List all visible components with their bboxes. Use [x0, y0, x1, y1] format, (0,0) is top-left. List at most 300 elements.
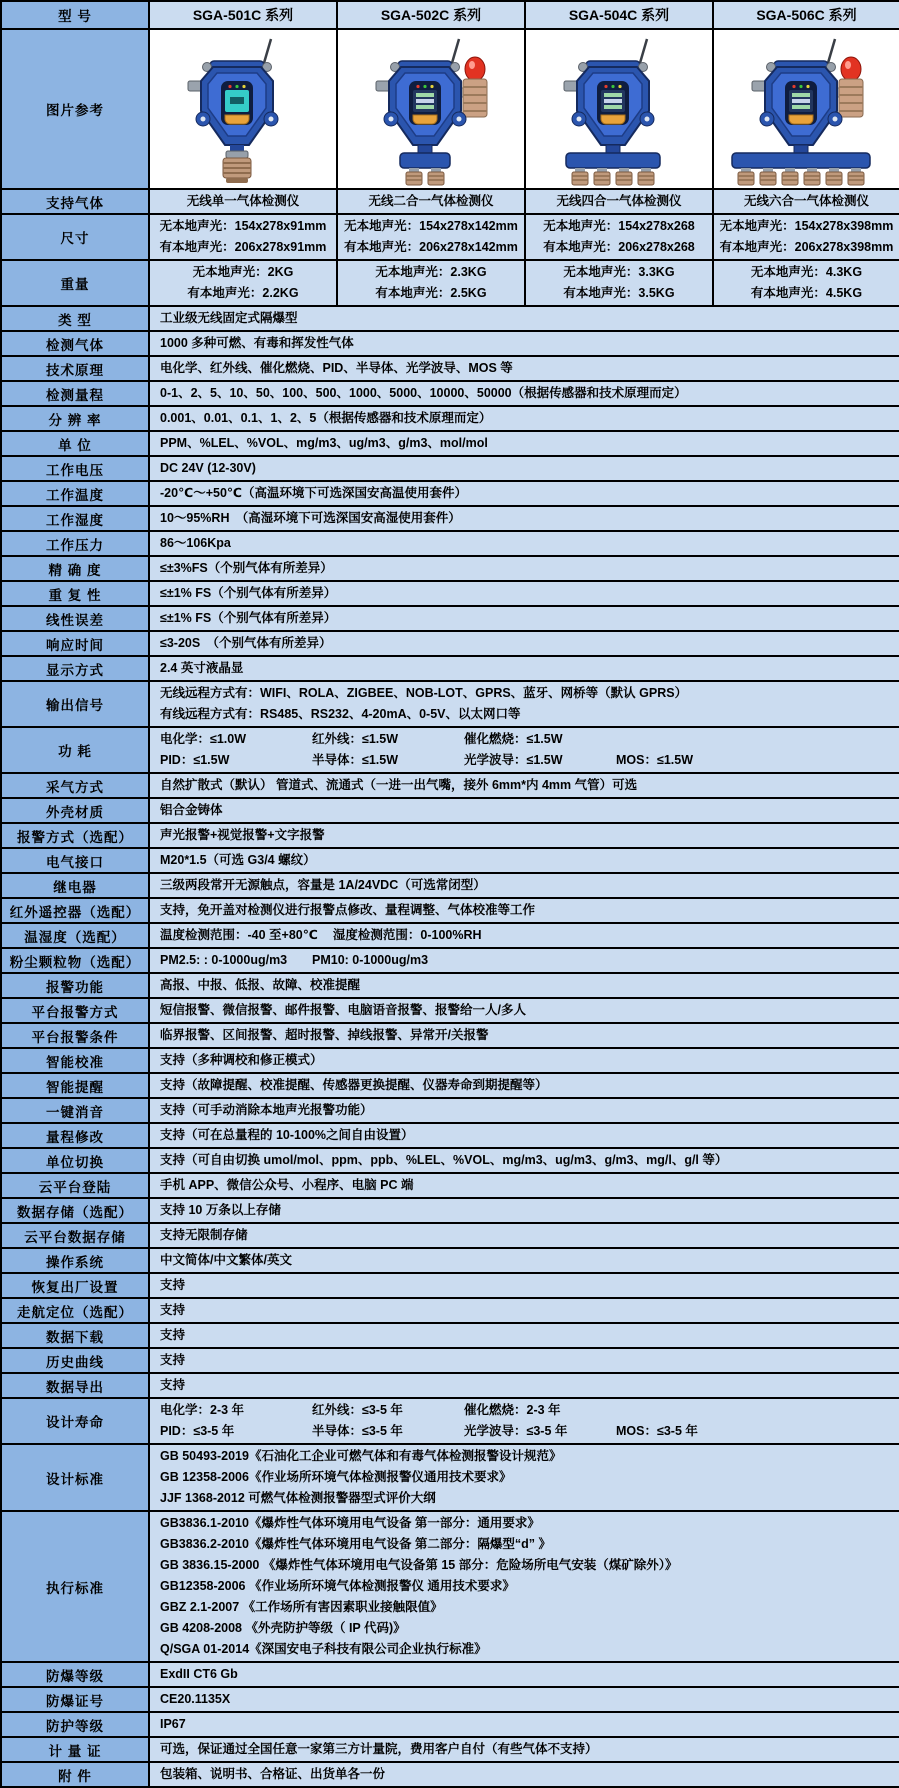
value-line [160, 1100, 895, 1121]
spec-row-25 [1, 898, 899, 923]
value-line: 无本地声光：154x278x268 [543, 219, 695, 233]
spec-row-17 [1, 656, 899, 681]
value-segment: 无线远程方式有：WIFI、ROLA、ZIGBEE、NOB-LOT、GPRS、蓝牙、网桥等（默认 GPRS） [160, 686, 688, 700]
value-line: 无线四合一气体检测仪 [556, 194, 682, 208]
value-segment: ≤3-20S （个别气体有所差异） [160, 636, 332, 650]
value-cell [149, 727, 899, 773]
value-segment: 催化燃烧：2-3 年 [464, 1403, 561, 1417]
value-line [160, 333, 895, 354]
column-header-sga-506c: SGA-506C 系列 [713, 1, 899, 29]
value-line [160, 683, 895, 704]
value-cell [149, 1023, 899, 1048]
value-cell [149, 606, 899, 631]
value-line [160, 1534, 895, 1555]
value-segment: 可选，保证通过全国任意一家第三方计量院，费用客户自付（有些气体不支持） [160, 1742, 598, 1756]
spec-table-body [1, 29, 899, 1787]
value-segment: 铝合金铸体 [160, 803, 223, 817]
value-cell [149, 898, 899, 923]
value-line [160, 1350, 895, 1371]
value-cell [149, 481, 899, 506]
row-label: 防护等级 [1, 1712, 149, 1737]
spec-row-34 [1, 1123, 899, 1148]
value-segment: 半导体：≤1.5W [312, 753, 399, 767]
value-cell [149, 1148, 899, 1173]
gas-detector-2-heads-beacon-icon [338, 31, 524, 187]
value-line [160, 1446, 895, 1467]
value-cell [337, 189, 525, 214]
row-label: 分 辨 率 [1, 406, 149, 431]
spec-row-20 [1, 773, 899, 798]
value-cell [525, 260, 713, 306]
value-line [160, 633, 895, 654]
value-cell [713, 189, 899, 214]
spec-row-3 [1, 306, 899, 331]
value-line [160, 1421, 895, 1442]
model-header-row [1, 1, 899, 29]
value-segment: -20℃～+50℃（高温环境下可选深国安高温使用套件） [160, 486, 468, 500]
value-segment: JJF 1368-2012 可燃气体检测报警器型式评价大纲 [160, 1491, 436, 1505]
value-cell [149, 1248, 899, 1273]
spec-row-47 [1, 1511, 899, 1662]
value-cell [149, 1444, 899, 1511]
value-line [160, 800, 895, 821]
spec-row-35 [1, 1148, 899, 1173]
value-line [160, 925, 895, 946]
row-label: 精 确 度 [1, 556, 149, 581]
value-line [160, 1739, 895, 1760]
value-cell [149, 1737, 899, 1762]
row-label: 图片参考 [1, 29, 149, 189]
value-segment: 电化学、红外线、催化燃烧、PID、半导体、光学波导、MOS 等 [160, 361, 513, 375]
value-line [160, 508, 895, 529]
value-line: 无本地声光：4.3KG [750, 265, 863, 279]
row-label: 技术原理 [1, 356, 149, 381]
row-label: 智能提醒 [1, 1073, 149, 1098]
value-segment: 支持 10 万条以上存储 [160, 1203, 281, 1217]
value-segment: CE20.1135X [160, 1692, 231, 1706]
value-segment: 0.001、0.01、0.1、1、2、5（根据传感器和技术原理而定） [160, 411, 492, 425]
column-header-sga-501c: SGA-501C 系列 [149, 1, 337, 29]
row-label: 云平台数据存储 [1, 1223, 149, 1248]
value-cell [337, 260, 525, 306]
value-segment: 红外线：≤1.5W [312, 732, 399, 746]
value-cell [149, 456, 899, 481]
spec-row-39 [1, 1248, 899, 1273]
value-cell [149, 873, 899, 898]
value-line [160, 1175, 895, 1196]
row-label: 历史曲线 [1, 1348, 149, 1373]
value-line: 无本地声光：154x278x142mm [344, 219, 518, 233]
value-line: 有本地声光：206x278x268 [543, 240, 695, 254]
row-label: 粉尘颗粒物（选配） [1, 948, 149, 973]
value-line [160, 1025, 895, 1046]
spec-row-32 [1, 1073, 899, 1098]
row-label: 继电器 [1, 873, 149, 898]
value-cell [149, 848, 899, 873]
value-line [160, 458, 895, 479]
value-line [160, 383, 895, 404]
spec-row-7 [1, 406, 899, 431]
row-label: 支持气体 [1, 189, 149, 214]
value-line [160, 950, 895, 971]
spec-row-9 [1, 456, 899, 481]
value-segment: 光学波导：≤1.5W [464, 753, 563, 767]
value-cell [525, 214, 713, 260]
spec-row-0 [1, 189, 899, 214]
row-label: 单 位 [1, 431, 149, 456]
spec-row-11 [1, 506, 899, 531]
product-image-cell-1 [337, 29, 525, 189]
row-label: 量程修改 [1, 1123, 149, 1148]
spec-row-15 [1, 606, 899, 631]
value-line: 有本地声光：3.5KG [563, 286, 675, 300]
value-cell [149, 1348, 899, 1373]
value-line: 无本地声光：154x278x398mm [719, 219, 894, 233]
spec-row-29 [1, 998, 899, 1023]
value-cell [149, 1762, 899, 1787]
value-segment: PID：≤1.5W [160, 753, 230, 767]
value-cell [149, 1223, 899, 1248]
row-label: 检测量程 [1, 381, 149, 406]
value-line [160, 1597, 895, 1618]
model-header-label: 型 号 [1, 1, 149, 29]
spec-row-40 [1, 1273, 899, 1298]
value-line [160, 850, 895, 871]
value-line [160, 1200, 895, 1221]
value-cell [149, 1687, 899, 1712]
value-cell [337, 214, 525, 260]
spec-row-38 [1, 1223, 899, 1248]
value-segment: 支持 [160, 1303, 186, 1317]
value-line: 无本地声光：154x278x91mm [159, 219, 327, 233]
value-line: 有本地声光：206x278x142mm [344, 240, 518, 254]
value-cell [149, 1048, 899, 1073]
value-line: 无线单一气体检测仪 [186, 194, 300, 208]
value-cell [149, 189, 337, 214]
value-line: 无线六合一气体检测仪 [743, 194, 869, 208]
row-label: 执行标准 [1, 1511, 149, 1662]
product-image-cell-2 [525, 29, 713, 189]
row-label: 工作温度 [1, 481, 149, 506]
value-segment: ≤±1% FS（个别气体有所差异） [160, 586, 337, 600]
spec-row-8 [1, 431, 899, 456]
spec-row-31 [1, 1048, 899, 1073]
value-segment: 三级两段常开无源触点，容量是 1A/24VDC（可选常闭型） [160, 878, 486, 892]
value-line [160, 875, 895, 896]
row-label: 平台报警方式 [1, 998, 149, 1023]
row-label: 电气接口 [1, 848, 149, 873]
spec-row-14 [1, 581, 899, 606]
value-segment: 高报、中报、低报、故障、校准提醒 [160, 978, 361, 992]
value-line [160, 358, 895, 379]
value-cell [149, 506, 899, 531]
value-segment: 湿度检测范围：0-100%RH [332, 928, 482, 942]
gas-detector-4-heads-icon [526, 31, 712, 187]
value-line [160, 1400, 895, 1421]
value-segment: GB 12358-2006《作业场所环境气体检测报警仪通用技术要求》 [160, 1470, 512, 1484]
value-line [160, 483, 895, 504]
value-line [160, 1664, 895, 1685]
value-segment: 手机 APP、微信公众号、小程序、电脑 PC 端 [160, 1178, 414, 1192]
row-label: 智能校准 [1, 1048, 149, 1073]
row-label: 单位切换 [1, 1148, 149, 1173]
row-label: 红外遥控器（选配） [1, 898, 149, 923]
value-cell [149, 1511, 899, 1662]
value-cell [149, 823, 899, 848]
value-line [160, 533, 895, 554]
row-label: 防爆证号 [1, 1687, 149, 1712]
value-segment: 短信报警、微信报警、邮件报警、电脑语音报警、报警给一人/多人 [160, 1003, 526, 1017]
spec-row-37 [1, 1198, 899, 1223]
value-line: 无线二合一气体检测仪 [368, 194, 494, 208]
value-line [160, 1689, 895, 1710]
value-segment: ExdII CT6 Gb [160, 1667, 238, 1681]
value-line [160, 1225, 895, 1246]
row-label: 防爆等级 [1, 1662, 149, 1687]
value-segment: GB 4208-2008 《外壳防护等级（ IP 代码)》 [160, 1621, 406, 1635]
value-segment: 支持，免开盖对检测仪进行报警点修改、量程调整、气体校准等工作 [160, 903, 536, 917]
row-label: 数据下载 [1, 1323, 149, 1348]
value-line [160, 658, 895, 679]
row-label: 平台报警条件 [1, 1023, 149, 1048]
spec-row-27 [1, 948, 899, 973]
spec-row-26 [1, 923, 899, 948]
value-segment: GB 50493-2019《石油化工企业可燃气体和有毒气体检测报警设计规范》 [160, 1449, 562, 1463]
row-label: 温湿度（选配） [1, 923, 149, 948]
value-line [160, 1764, 895, 1785]
image-row [1, 29, 899, 189]
value-segment: GB12358-2006 《作业场所环境气体检测报警仪 通用技术要求》 [160, 1579, 515, 1593]
spec-row-19 [1, 727, 899, 773]
row-label: 重 复 性 [1, 581, 149, 606]
row-label: 数据导出 [1, 1373, 149, 1398]
value-cell [149, 1662, 899, 1687]
value-cell [149, 260, 337, 306]
value-cell [149, 1298, 899, 1323]
row-label: 采气方式 [1, 773, 149, 798]
spec-row-24 [1, 873, 899, 898]
row-label: 云平台登陆 [1, 1173, 149, 1198]
value-segment: 半导体：≤3-5 年 [312, 1424, 403, 1438]
value-line [160, 1555, 895, 1576]
value-segment: GB3836.2-2010《爆炸性气体环境用电气设备 第二部分：隔爆型“d” 》 [160, 1537, 552, 1551]
value-line [160, 608, 895, 629]
value-segment: IP67 [160, 1717, 186, 1731]
spec-row-16 [1, 631, 899, 656]
row-label: 输出信号 [1, 681, 149, 727]
value-line [160, 1714, 895, 1735]
value-cell [149, 1123, 899, 1148]
value-line: 无本地声光：2KG [192, 265, 294, 279]
value-cell [149, 1198, 899, 1223]
spec-row-21 [1, 798, 899, 823]
value-segment: MOS：≤1.5W [616, 753, 694, 767]
row-label: 设计寿命 [1, 1398, 149, 1444]
spec-row-51 [1, 1737, 899, 1762]
value-line [160, 1125, 895, 1146]
value-segment: ≤±3%FS（个别气体有所差异） [160, 561, 333, 575]
spec-row-41 [1, 1298, 899, 1323]
value-cell [149, 923, 899, 948]
row-label: 操作系统 [1, 1248, 149, 1273]
value-cell [149, 406, 899, 431]
value-line [160, 433, 895, 454]
value-line [160, 1075, 895, 1096]
value-line [160, 408, 895, 429]
value-segment: 电化学：≤1.0W [160, 732, 247, 746]
value-line [160, 1250, 895, 1271]
value-cell [149, 1273, 899, 1298]
spec-row-49 [1, 1687, 899, 1712]
value-line: 有本地声光：4.5KG [750, 286, 863, 300]
value-segment: ≤±1% FS（个别气体有所差异） [160, 611, 337, 625]
value-cell [149, 381, 899, 406]
spec-row-10 [1, 481, 899, 506]
value-segment: GB3836.1-2010《爆炸性气体环境用电气设备 第一部分：通用要求》 [160, 1516, 540, 1530]
spec-row-36 [1, 1173, 899, 1198]
value-line [160, 1375, 895, 1396]
value-segment: 0-1、2、5、10、50、100、500、1000、5000、10000、50000（根据传感器和技术原理而定） [160, 386, 687, 400]
value-segment: 支持 [160, 1378, 186, 1392]
row-label: 检测气体 [1, 331, 149, 356]
value-segment: 86～106Kpa [160, 536, 231, 550]
row-label: 类 型 [1, 306, 149, 331]
value-line: 有本地声光：2.5KG [375, 286, 487, 300]
row-label: 重量 [1, 260, 149, 306]
value-segment: GB 3836.15-2000 《爆炸性气体环境用电气设备第 15 部分：危险场所电气安装（煤矿除外）》 [160, 1558, 678, 1572]
spec-row-13 [1, 556, 899, 581]
value-cell [149, 973, 899, 998]
value-line: 有本地声光：206x278x91mm [159, 240, 327, 254]
value-segment: 声光报警+视觉报警+文字报警 [160, 828, 325, 842]
value-segment: 10～95%RH （高湿环境下可选深国安高湿使用套件） [160, 511, 461, 525]
value-line [160, 1488, 895, 1509]
value-segment: 电化学：2-3 年 [160, 1403, 245, 1417]
value-cell [149, 356, 899, 381]
value-line [160, 825, 895, 846]
spec-row-12 [1, 531, 899, 556]
value-segment: 临界报警、区间报警、超时报警、掉线报警、异常开/关报警 [160, 1028, 489, 1042]
row-label: 计 量 证 [1, 1737, 149, 1762]
value-segment: PPM、%LEL、%VOL、mg/m3、ug/m3、g/m3、mol/mol [160, 436, 488, 450]
spec-row-4 [1, 331, 899, 356]
value-segment: 工业级无线固定式隔爆型 [160, 311, 298, 325]
value-segment: DC 24V (12-30V) [160, 461, 256, 475]
value-cell [149, 1098, 899, 1123]
value-cell [149, 773, 899, 798]
row-label: 显示方式 [1, 656, 149, 681]
value-line [160, 1275, 895, 1296]
value-cell [149, 1398, 899, 1444]
value-cell [149, 948, 899, 973]
row-label: 设计标准 [1, 1444, 149, 1511]
row-label: 响应时间 [1, 631, 149, 656]
value-line [160, 729, 895, 750]
value-segment: 支持（可在总量程的 10-100%之间自由设置） [160, 1128, 414, 1142]
spec-row-23 [1, 848, 899, 873]
value-line [160, 1150, 895, 1171]
row-label: 恢复出厂设置 [1, 1273, 149, 1298]
spec-row-2 [1, 260, 899, 306]
value-line: 有本地声光：206x278x398mm [719, 240, 894, 254]
value-segment: PID：≤3-5 年 [160, 1424, 235, 1438]
spec-row-45 [1, 1398, 899, 1444]
value-cell [713, 214, 899, 260]
value-line [160, 558, 895, 579]
value-segment: 光学波导：≤3-5 年 [464, 1424, 568, 1438]
value-cell [713, 260, 899, 306]
product-image-cell-0 [149, 29, 337, 189]
gas-detector-6-heads-beacon-icon [714, 31, 899, 187]
value-segment: 支持无限制存储 [160, 1228, 248, 1242]
spec-row-52 [1, 1762, 899, 1787]
spec-row-33 [1, 1098, 899, 1123]
value-line [160, 1513, 895, 1534]
value-segment: MOS：≤3-5 年 [616, 1424, 698, 1438]
product-image-cell-3 [713, 29, 899, 189]
value-line [160, 750, 895, 771]
row-label: 尺寸 [1, 214, 149, 260]
value-line [160, 775, 895, 796]
value-line [160, 975, 895, 996]
row-label: 一键消音 [1, 1098, 149, 1123]
column-header-sga-504c: SGA-504C 系列 [525, 1, 713, 29]
value-segment: M20*1.5（可选 G3/4 螺纹） [160, 853, 316, 867]
value-segment: 红外线：≤3-5 年 [312, 1403, 403, 1417]
value-line [160, 1300, 895, 1321]
value-cell [149, 656, 899, 681]
spec-row-48 [1, 1662, 899, 1687]
value-segment: 有线远程方式有：RS485、RS232、4-20mA、0-5V、以太网口等 [160, 707, 521, 721]
value-cell [149, 581, 899, 606]
value-segment: 中文简体/中文繁体/英文 [160, 1253, 292, 1267]
value-segment: PM2.5: : 0-1000ug/m3 [160, 953, 288, 967]
value-line [160, 1467, 895, 1488]
value-segment: PM10: 0-1000ug/m3 [312, 953, 429, 967]
value-segment: GBZ 2.1-2007 《工作场所有害因素职业接触限值》 [160, 1600, 443, 1614]
spec-row-1 [1, 214, 899, 260]
spec-row-42 [1, 1323, 899, 1348]
spec-row-5 [1, 356, 899, 381]
value-line [160, 1576, 895, 1597]
spec-row-30 [1, 1023, 899, 1048]
value-segment: 支持（故障提醒、校准提醒、传感器更换提醒、仪器寿命到期提醒等） [160, 1078, 548, 1092]
row-label: 走航定位（选配） [1, 1298, 149, 1323]
value-segment: 支持（多种调校和修正模式） [160, 1053, 323, 1067]
value-segment: 温度检测范围：-40 至+80℃ [160, 928, 318, 942]
row-label: 线性误差 [1, 606, 149, 631]
value-line [160, 1639, 895, 1660]
gas-detector-single-head-icon [150, 31, 336, 187]
value-segment: 支持（可手动消除本地声光报警功能） [160, 1103, 373, 1117]
row-label: 工作湿度 [1, 506, 149, 531]
spec-row-44 [1, 1373, 899, 1398]
row-label: 附 件 [1, 1762, 149, 1787]
value-segment: 1000 多种可燃、有毒和挥发性气体 [160, 336, 354, 350]
value-line [160, 704, 895, 725]
value-line: 无本地声光：2.3KG [375, 265, 487, 279]
spec-row-43 [1, 1348, 899, 1373]
value-segment: 支持 [160, 1353, 186, 1367]
value-cell [149, 631, 899, 656]
spec-row-18 [1, 681, 899, 727]
value-cell [149, 1173, 899, 1198]
value-cell [149, 1073, 899, 1098]
spec-row-28 [1, 973, 899, 998]
value-cell [149, 306, 899, 331]
row-label: 报警功能 [1, 973, 149, 998]
value-line [160, 583, 895, 604]
